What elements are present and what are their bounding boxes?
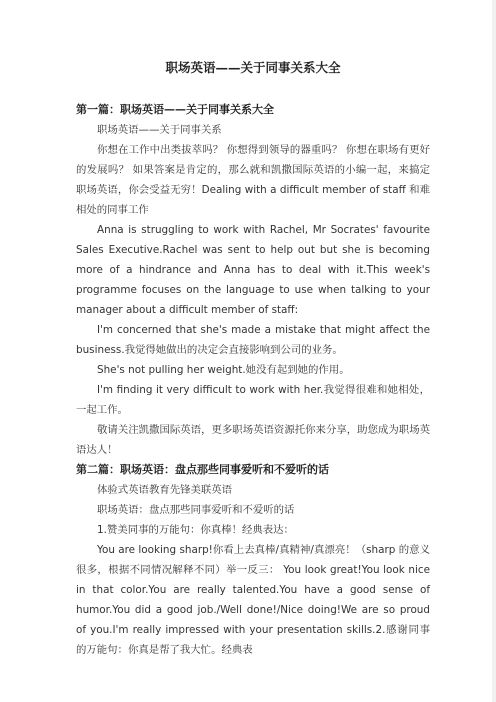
- paragraph: I'm concerned that she's made a mistake that might affect the business.我觉得她做出的决定会直接影响到公司的业务。: [76, 324, 430, 356]
- paragraph: I'm finding it very difficult to work with her.我觉得很难和她相处，一起工作。: [76, 384, 430, 416]
- paragraph: She's not pulling her weight.她没有起到她的作用。: [97, 364, 350, 376]
- paragraph: 职场英语：盘点那些同事爱听和不爱听的话: [97, 504, 295, 516]
- paragraph: 1.赞美同事的万能句：你真棒！经典表达：: [97, 524, 294, 536]
- paragraph: 体验式英语教育先锋美联英语: [97, 484, 233, 496]
- paragraph: 职场英语——关于同事关系: [97, 124, 222, 136]
- paragraph: 你想在工作中出类拔萃吗？ 你想得到领导的器重吗？ 你想在职场有更好的发展吗？ 如果答案是肯定的，那么就和凯撒国际英语的小编一起，来搞定职场英语，你会受益无穷！Dealing with a difficult member of staff 和难相处的同事工作: [76, 144, 430, 216]
- paragraph: 敬请关注凯撒国际英语，更多职场英语资源托你来分享，助您成为职场英语达人！: [76, 424, 430, 456]
- document-title: 职场英语——关于同事关系大全: [165, 60, 341, 75]
- section-heading-1: 第一篇：职场英语——关于同事关系大全: [76, 103, 274, 116]
- paragraph: Anna is struggling to work with Rachel, Mr Socrates' favourite Sales Executive.Rachel was sent to help out but she is becoming more of a hindrance and Anna has to deal with it.This week's programme focuses on the language to use when talking to your manager about a difficult member of staff:: [76, 224, 430, 316]
- paragraph: You are looking sharp!你看上去真棒/真精神/真漂亮！（sharp 的意义很多，根据不同情况解释不同）举一反三： You look great!You look nice in that color.You are really talented.You have a good sense of humor.You did a good job./Well done!/Nice doing!We are so proud of you.I'm really impressed with your presentation skills.2.感谢同事的万能句：你真是帮了我大忙。经典表: [76, 544, 430, 656]
- scrollbar-track[interactable]: [492, 0, 496, 702]
- section-heading-2: 第二篇：职场英语：盘点那些同事爱听和不爱听的话: [76, 463, 329, 476]
